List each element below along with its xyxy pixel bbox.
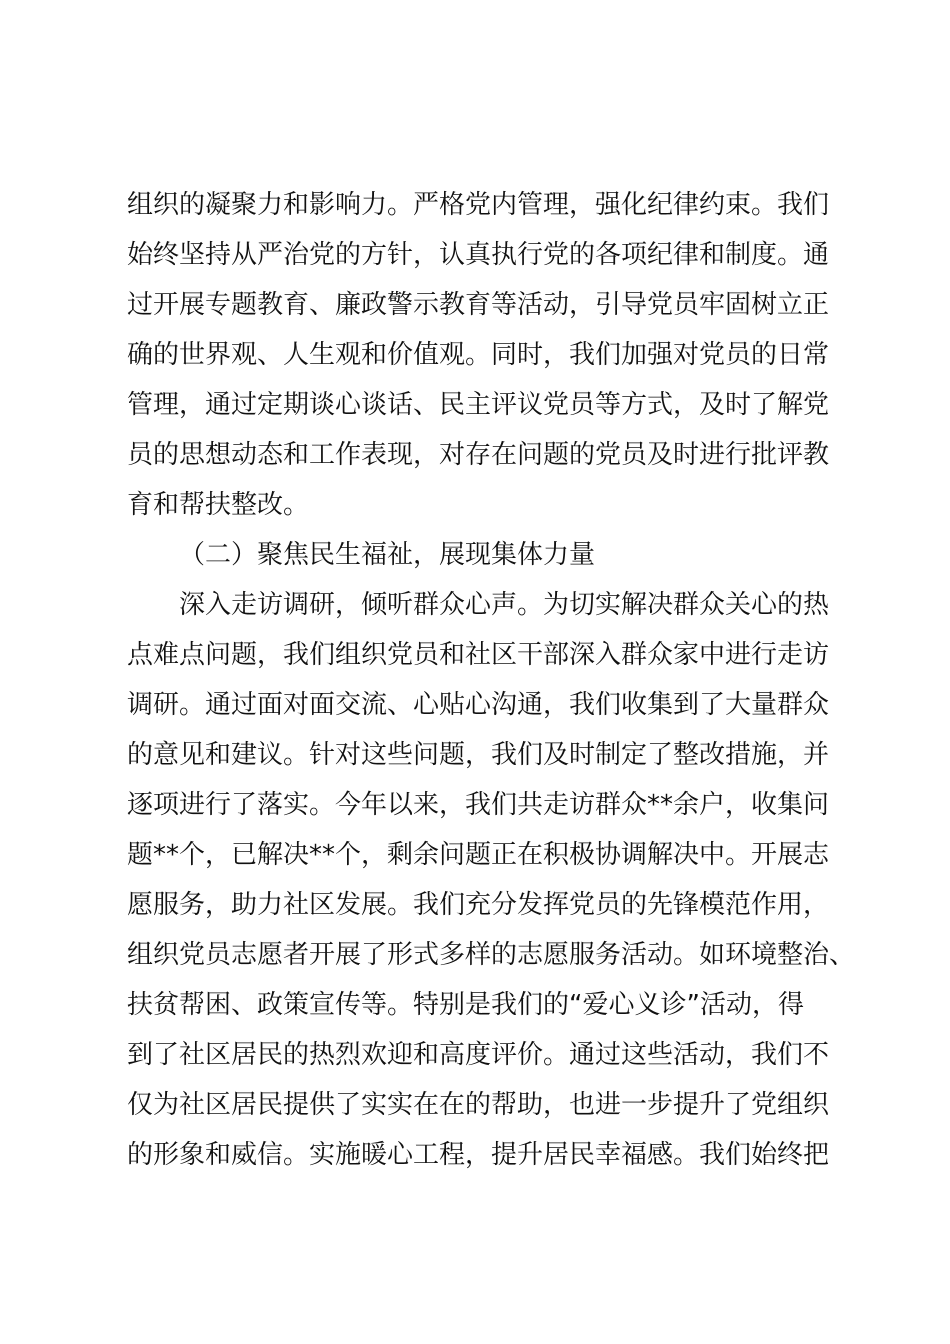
text-line-14: 题**个，已解决**个，剩余问题正在积极协调解决中。开展志 bbox=[127, 840, 830, 870]
text-line-3: 过开展专题教育、廉政警示教育等活动，引导党员牢固树立正 bbox=[127, 290, 830, 320]
text-line-19: 仅为社区居民提供了实实在在的帮助，也进一步提升了党组织 bbox=[127, 1090, 830, 1120]
text-line-6: 员的思想动态和工作表现，对存在问题的党员及时进行批评教 bbox=[127, 440, 830, 470]
text-line-9: 深入走访调研，倾听群众心声。为切实解决群众关心的热 bbox=[179, 590, 830, 620]
text-line-12: 的意见和建议。针对这些问题，我们及时制定了整改措施，并 bbox=[127, 740, 830, 770]
section-heading: （二）聚焦民生福祉，展现集体力量 bbox=[179, 540, 596, 570]
text-line-2: 始终坚持从严治党的方针，认真执行党的各项纪律和制度。通 bbox=[127, 240, 830, 270]
text-line-1: 组织的凝聚力和影响力。严格党内管理，强化纪律约束。我们 bbox=[127, 190, 830, 220]
text-line-13: 逐项进行了落实。今年以来，我们共走访群众**余户，收集问 bbox=[127, 790, 830, 820]
text-line-7: 育和帮扶整改。 bbox=[127, 490, 310, 520]
text-line-17: 扶贫帮困、政策宣传等。特别是我们的“爱心义诊”活动，得 bbox=[127, 990, 804, 1020]
text-line-10: 点难点问题，我们组织党员和社区干部深入群众家中进行走访 bbox=[127, 640, 830, 670]
text-line-5: 管理，通过定期谈心谈话、民主评议党员等方式，及时了解党 bbox=[127, 390, 830, 420]
text-line-4: 确的世界观、人生观和价值观。同时，我们加强对党员的日常 bbox=[127, 340, 830, 370]
document-body bbox=[127, 180, 856, 1180]
text-line-20: 的形象和威信。实施暖心工程，提升居民幸福感。我们始终把 bbox=[127, 1140, 830, 1170]
text-line-18: 到了社区居民的热烈欢迎和高度评价。通过这些活动，我们不 bbox=[127, 1040, 830, 1070]
text-line-11: 调研。通过面对面交流、心贴心沟通，我们收集到了大量群众 bbox=[127, 690, 830, 720]
text-line-15: 愿服务，助力社区发展。我们充分发挥党员的先锋模范作用， bbox=[127, 890, 830, 920]
text-line-16: 组织党员志愿者开展了形式多样的志愿服务活动。如环境整治、 bbox=[127, 940, 856, 970]
